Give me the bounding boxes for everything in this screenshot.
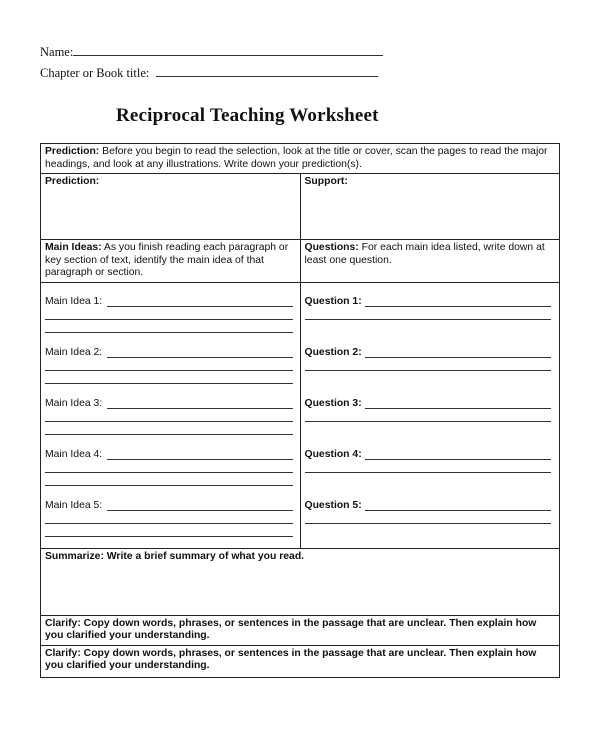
- prediction-intro-text: Before you begin to read the selection, look at the title or cover, scan the pages to read the major headings, and look at any illustrations. Write down your prediction(s).: [45, 146, 548, 170]
- main-idea-block[interactable]: [41, 289, 300, 340]
- main-idea-line[interactable]: [45, 523, 293, 524]
- main-idea-label: Main Idea 5:: [45, 499, 103, 511]
- question-line[interactable]: [305, 319, 551, 320]
- worksheet-table: [40, 143, 560, 678]
- prediction-instructions: [41, 144, 560, 174]
- main-idea-block[interactable]: [41, 442, 300, 493]
- questions-instructions: [300, 240, 560, 283]
- book-title-field[interactable]: [40, 65, 378, 81]
- clarify-box[interactable]: [41, 645, 560, 677]
- main-idea-line[interactable]: [45, 434, 293, 435]
- questions-text: For each main idea listed, write down at least one question.: [304, 242, 545, 266]
- main-idea-line[interactable]: [107, 306, 293, 307]
- prediction-label: Prediction:: [45, 176, 100, 187]
- main-idea-block[interactable]: [41, 391, 300, 442]
- question-line[interactable]: [365, 408, 551, 409]
- main-idea-label: Main Idea 1:: [45, 295, 103, 307]
- question-block[interactable]: [301, 493, 560, 544]
- question-block[interactable]: [301, 442, 560, 493]
- questions-column: [300, 282, 560, 548]
- question-block[interactable]: [301, 289, 560, 340]
- question-line[interactable]: [365, 357, 551, 358]
- question-line[interactable]: [305, 370, 551, 371]
- main-idea-line[interactable]: [45, 485, 293, 486]
- support-label: Support:: [304, 176, 348, 187]
- question-line[interactable]: [365, 459, 551, 460]
- question-line[interactable]: [305, 523, 551, 524]
- question-line[interactable]: [305, 472, 551, 473]
- worksheet-title: Reciprocal Teaching Worksheet: [116, 105, 379, 126]
- main-ideas-instructions: [41, 240, 301, 283]
- question-label: Question 4:: [304, 448, 362, 460]
- main-ideas-text: As you finish reading each paragraph or key section of text, identify the main idea of that paragraph or section.: [45, 242, 289, 278]
- main-idea-label: Main Idea 3:: [45, 397, 103, 409]
- main-idea-line[interactable]: [45, 536, 293, 537]
- main-idea-label: Main Idea 2:: [45, 346, 103, 358]
- support-box[interactable]: [300, 174, 560, 240]
- main-idea-block[interactable]: [41, 493, 300, 544]
- question-line[interactable]: [305, 421, 551, 422]
- name-underline[interactable]: [73, 44, 383, 56]
- main-ideas-column: [41, 282, 301, 548]
- main-ideas-label: Main Ideas:: [45, 242, 102, 253]
- question-label: Question 1:: [304, 295, 362, 307]
- main-idea-block[interactable]: [41, 340, 300, 391]
- main-idea-line[interactable]: [45, 319, 293, 320]
- main-idea-line[interactable]: [45, 370, 293, 371]
- question-label: Question 2:: [304, 346, 362, 358]
- clarify-label: Clarify: Copy down words, phrases, or sentences in the passage that are unclear. Then explain how you clarified your understanding.: [45, 647, 537, 671]
- question-line[interactable]: [365, 510, 551, 511]
- name-field[interactable]: [40, 44, 383, 60]
- main-idea-line[interactable]: [45, 332, 293, 333]
- main-idea-line[interactable]: [45, 472, 293, 473]
- summarize-box[interactable]: [41, 548, 560, 615]
- main-idea-line[interactable]: [107, 510, 293, 511]
- name-label: Name:: [40, 45, 74, 59]
- summarize-label: Summarize: Write a brief summary of what you read.: [45, 550, 305, 562]
- question-block[interactable]: [301, 340, 560, 391]
- main-idea-label: Main Idea 4:: [45, 448, 103, 460]
- prediction-box[interactable]: [41, 174, 301, 240]
- book-title-label: Chapter or Book title:: [40, 66, 150, 80]
- clarify-label: Clarify: Copy down words, phrases, or sentences in the passage that are unclear. Then explain how you clarified your understanding.: [45, 617, 537, 641]
- question-line[interactable]: [365, 306, 551, 307]
- main-idea-line[interactable]: [107, 459, 293, 460]
- question-label: Question 5:: [304, 499, 362, 511]
- main-idea-line[interactable]: [45, 383, 293, 384]
- question-label: Question 3:: [304, 397, 362, 409]
- book-title-underline[interactable]: [156, 65, 378, 77]
- main-idea-line[interactable]: [107, 357, 293, 358]
- questions-label: Questions:: [304, 242, 359, 253]
- question-block[interactable]: [301, 391, 560, 442]
- main-idea-line[interactable]: [107, 408, 293, 409]
- clarify-box[interactable]: [41, 615, 560, 645]
- main-idea-line[interactable]: [45, 421, 293, 422]
- prediction-intro-label: Prediction:: [45, 146, 100, 157]
